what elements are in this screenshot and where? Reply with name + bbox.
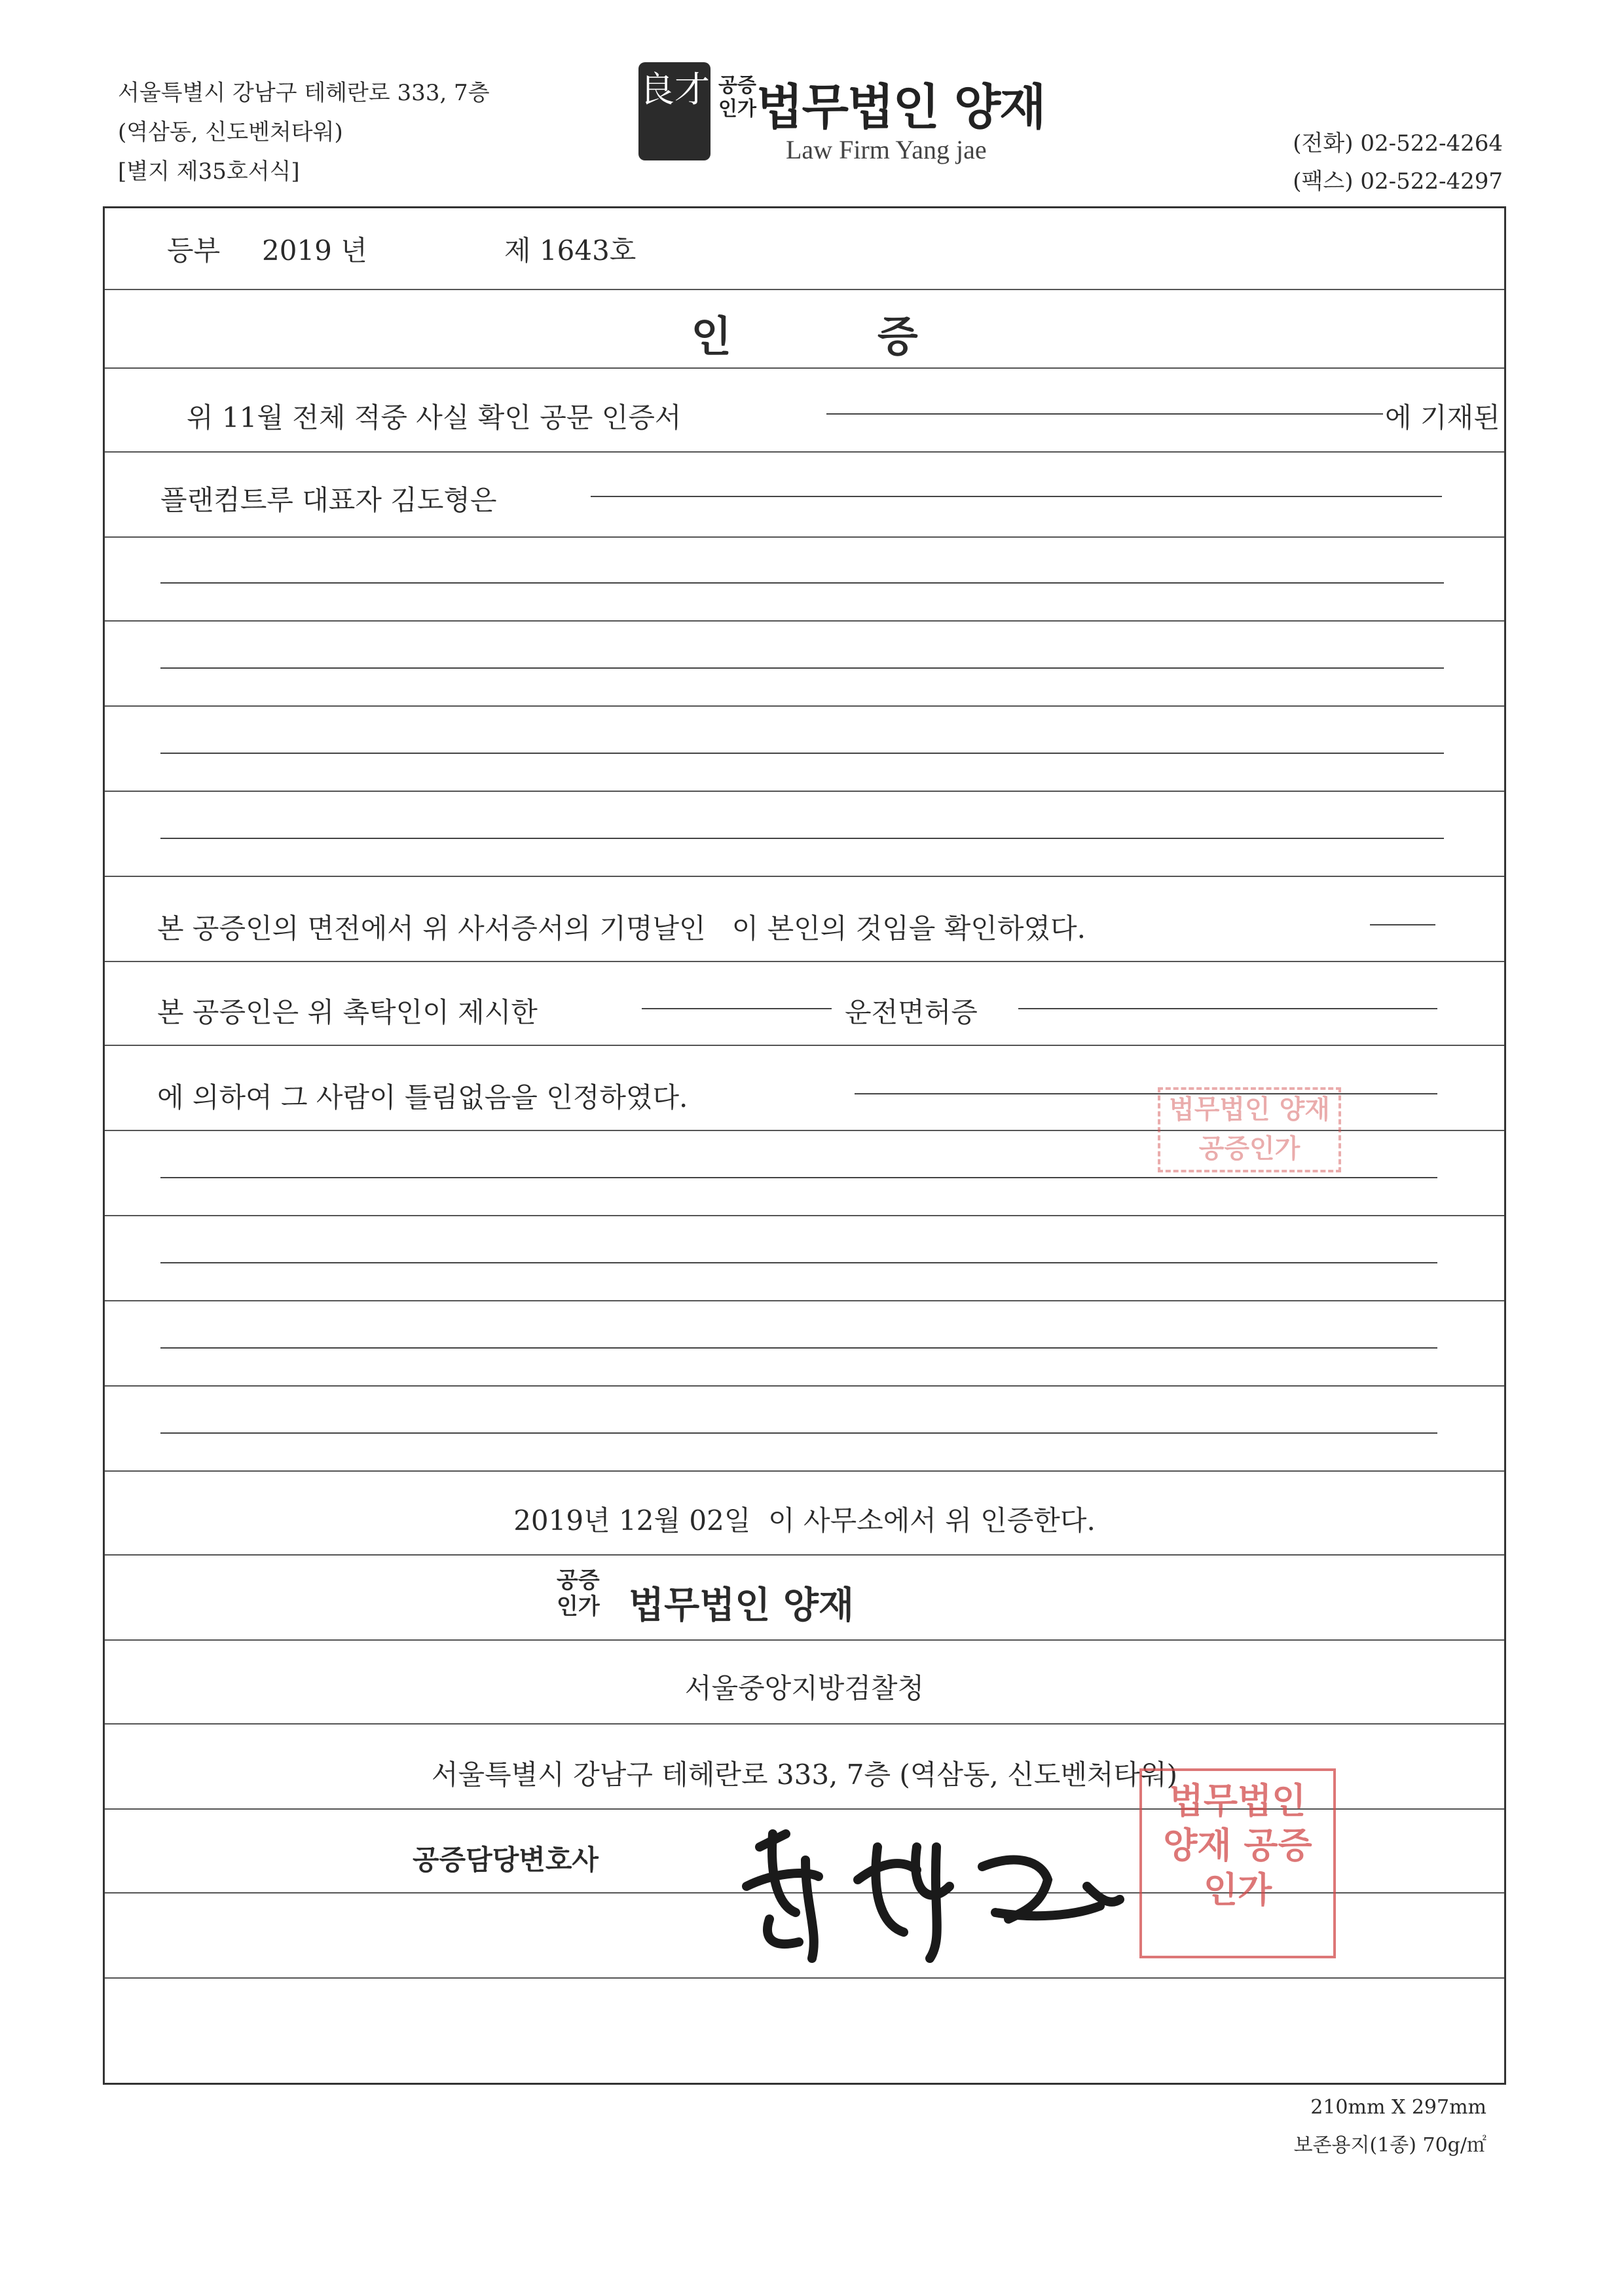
blank-row bbox=[105, 1387, 1504, 1472]
fill-line bbox=[1018, 1008, 1437, 1009]
fill-line bbox=[855, 1093, 1437, 1094]
register-number: 제 1643호 bbox=[504, 234, 637, 267]
register-row bbox=[105, 208, 1504, 290]
logo-seal-icon: 良才 bbox=[638, 62, 710, 160]
paper-size: 210mm X 297mm bbox=[1310, 2096, 1486, 2119]
document-subject: 위 11월 전체 적중 사실 확인 공문 인증서 bbox=[187, 401, 682, 434]
title-row bbox=[105, 290, 1504, 369]
fax-number: (팩스) 02-522-4297 bbox=[1293, 168, 1503, 195]
blank-row bbox=[105, 1301, 1504, 1387]
notary-address: 서울특별시 강남구 테헤란로 333, 7층 (역삼동, 신도벤처타워) bbox=[431, 1759, 1178, 1791]
principal-name: 플랜컴트루 대표자 김도형은 bbox=[160, 484, 497, 516]
law-firm-logo bbox=[638, 62, 1044, 180]
fill-line bbox=[160, 1432, 1437, 1434]
identity-confirmed: 에 의하여 그 사람이 틀림없음을 인정하였다. bbox=[157, 1081, 688, 1113]
notary-office-row bbox=[105, 1641, 1504, 1725]
fill-line bbox=[826, 413, 1383, 415]
paper-type: 보존용지(1종) 70g/㎡ bbox=[1293, 2134, 1486, 2157]
fill-line bbox=[160, 1177, 1437, 1178]
notary-authorized-mark: 공증 인가 bbox=[557, 1567, 600, 1620]
fill-line bbox=[1370, 924, 1435, 925]
blank-row bbox=[105, 1216, 1504, 1301]
fill-line bbox=[160, 1262, 1437, 1263]
fill-line bbox=[642, 1008, 832, 1009]
attorney-label: 공증담당변호사 bbox=[413, 1844, 599, 1876]
body-row-3 bbox=[105, 877, 1504, 962]
official-seal-icon: 법무법인 양재 공증인가 bbox=[1139, 1768, 1336, 1958]
address-line-1: 서울특별시 강남구 테헤란로 333, 7층 bbox=[118, 80, 490, 106]
blank-row bbox=[105, 622, 1504, 707]
letterhead-address bbox=[118, 73, 490, 191]
logo-firm-name: 법무법인 양재 bbox=[756, 79, 1045, 136]
body-row-2 bbox=[105, 453, 1504, 538]
fill-line bbox=[160, 838, 1444, 839]
body-row-4 bbox=[105, 962, 1504, 1046]
subject-suffix: 에 기재된 bbox=[1385, 401, 1500, 434]
fill-line bbox=[160, 1347, 1437, 1349]
body-row-1 bbox=[105, 369, 1504, 453]
blank-row bbox=[105, 792, 1504, 877]
document-title: 인 증 bbox=[691, 313, 918, 362]
notary-firm-row bbox=[105, 1556, 1504, 1641]
certification-date-row bbox=[105, 1472, 1504, 1556]
notary-firm-name: 법무법인 양재 bbox=[629, 1584, 855, 1627]
identity-statement: 본 공증인은 위 촉탁인이 제시한 bbox=[157, 996, 538, 1028]
logo-english-name: Law Firm Yang jae bbox=[786, 135, 987, 164]
fill-line bbox=[591, 496, 1442, 497]
blank-row bbox=[105, 707, 1504, 792]
fill-line bbox=[160, 582, 1444, 584]
form-note: [별지 제35호서식] bbox=[118, 159, 300, 185]
fill-line bbox=[160, 753, 1444, 754]
logo-small-text: 공증 인가 bbox=[718, 74, 756, 121]
register-label: 등부 bbox=[167, 234, 221, 267]
signature-confirmation: 본 공증인의 면전에서 위 사서증서의 기명날인 이 본인의 것임을 확인하였다. bbox=[157, 912, 1086, 944]
handwritten-signature bbox=[733, 1808, 1139, 1965]
address-line-2: (역삼동, 신도벤처타워) bbox=[118, 119, 343, 145]
fill-line bbox=[160, 667, 1444, 669]
blank-row bbox=[105, 538, 1504, 622]
identity-document: 운전면허증 bbox=[845, 996, 978, 1028]
register-year: 2019 년 bbox=[262, 234, 367, 267]
prosecutor-office: 서울중앙지방검찰청 bbox=[684, 1672, 925, 1704]
letterhead-contact bbox=[1293, 124, 1503, 200]
certification-date: 2019년 12월 02일 이 사무소에서 위 인증한다. bbox=[513, 1504, 1096, 1537]
red-seal-icon: 법무법인 양재 공증인가 bbox=[1158, 1087, 1341, 1172]
phone-number: (전화) 02-522-4264 bbox=[1293, 130, 1503, 157]
